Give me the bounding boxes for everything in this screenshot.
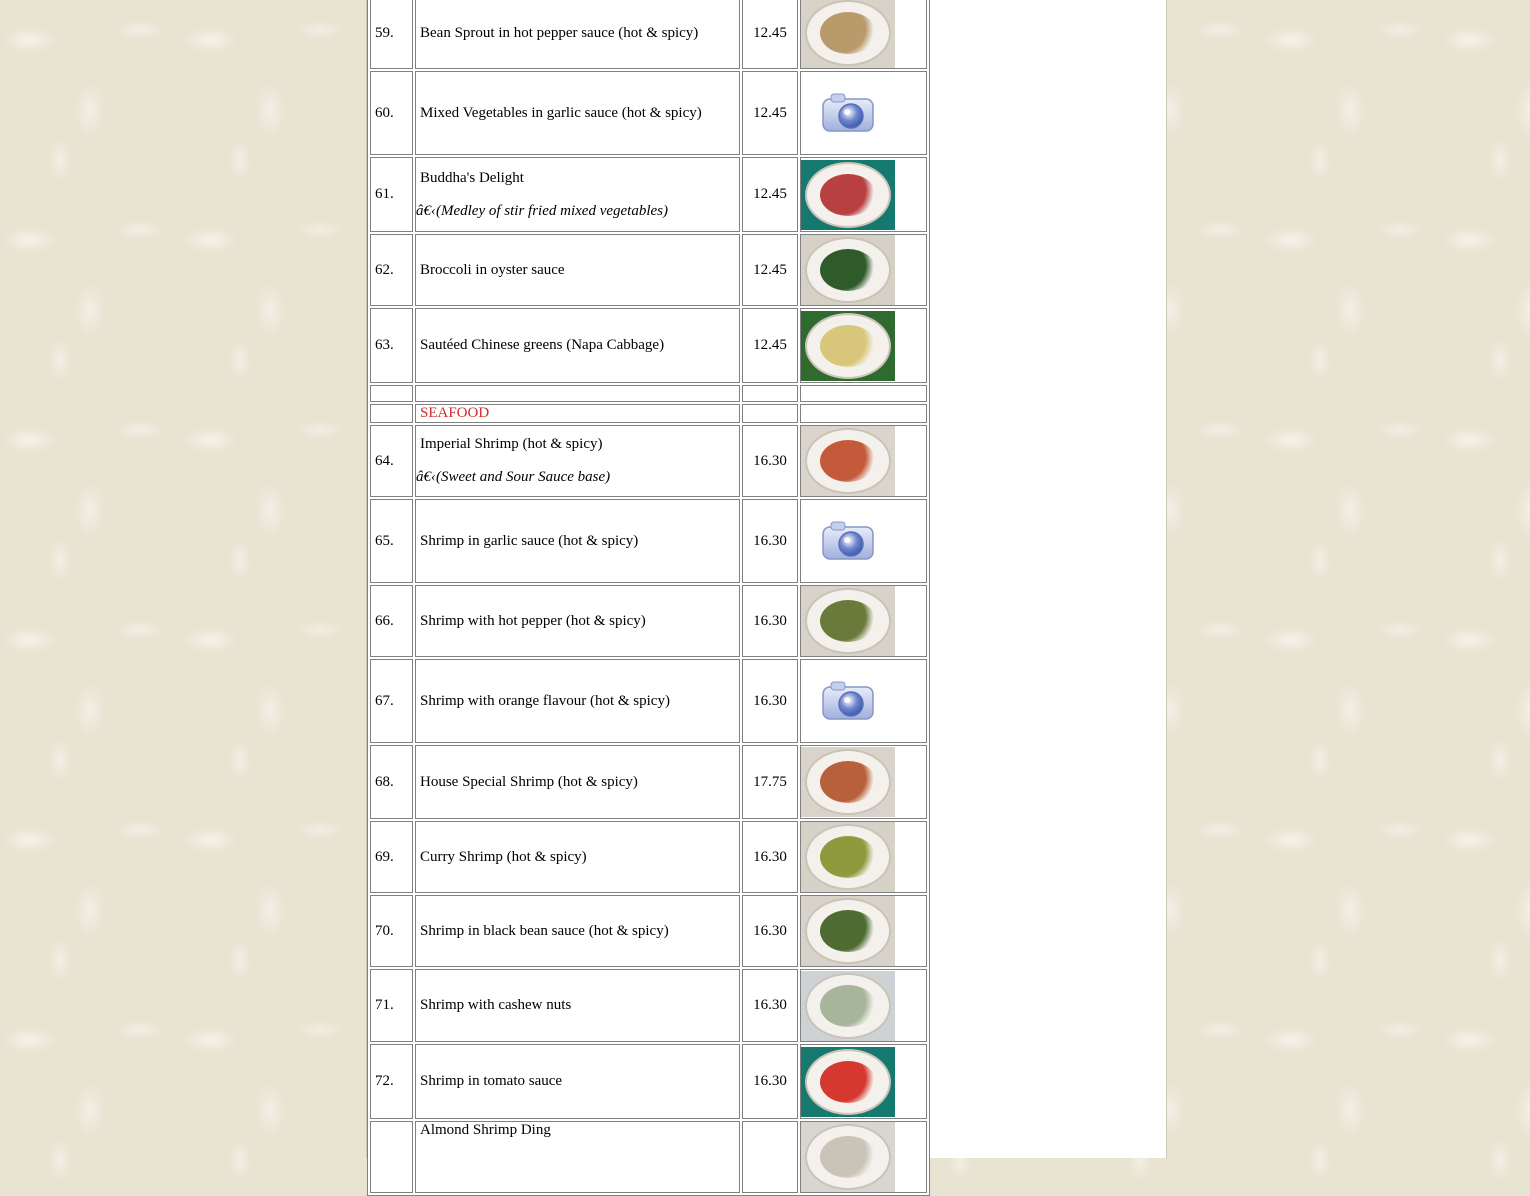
- dish-photo[interactable]: [801, 1122, 895, 1192]
- item-name: Shrimp in garlic sauce (hot & spicy): [420, 532, 639, 549]
- dish-photo[interactable]: [801, 311, 895, 381]
- food-graphic: [820, 761, 876, 803]
- menu-row: [370, 821, 927, 893]
- item-number: 72.: [370, 1044, 413, 1119]
- item-price: 12.45: [742, 0, 798, 69]
- item-name-cell: [415, 821, 740, 893]
- item-photo-cell: [800, 585, 927, 657]
- item-photo-cell: [800, 659, 927, 743]
- item-photo-cell: [800, 308, 927, 383]
- food-graphic: [820, 249, 876, 291]
- food-graphic: [820, 1061, 876, 1103]
- item-name: Shrimp with cashew nuts: [420, 997, 572, 1013]
- item-price: 12.45: [742, 157, 798, 232]
- menu-table: [367, 0, 930, 1196]
- food-graphic: [820, 600, 876, 642]
- item-price: 16.30: [742, 895, 798, 967]
- empty-cell: [800, 385, 927, 402]
- empty-cell: [415, 385, 740, 402]
- item-name: Mixed Vegetables in garlic sauce (hot & spicy): [420, 104, 702, 121]
- item-name-cell: [415, 157, 740, 232]
- food-graphic: [820, 325, 876, 367]
- menu-row: [370, 1044, 927, 1119]
- empty-cell: [742, 385, 798, 402]
- item-photo-cell: [800, 425, 927, 497]
- dish-photo[interactable]: [801, 235, 895, 305]
- menu-row: [370, 585, 927, 657]
- dish-photo[interactable]: [801, 160, 895, 230]
- item-number: 70.: [370, 895, 413, 967]
- item-name: Almond Shrimp Ding: [420, 1122, 551, 1138]
- item-name: Shrimp with orange flavour (hot & spicy): [420, 692, 670, 709]
- item-name: Bean Sprout in hot pepper sauce (hot & spicy): [420, 24, 699, 41]
- item-name: House Special Shrimp (hot & spicy): [420, 773, 638, 790]
- item-number: 59.: [370, 0, 413, 69]
- item-number: 61.: [370, 157, 413, 232]
- item-photo-cell: [800, 895, 927, 967]
- menu-row: [370, 157, 927, 232]
- item-name: Sautéed Chinese greens (Napa Cabbage): [420, 337, 665, 353]
- item-name-cell: [415, 1121, 740, 1193]
- item-name-cell: [415, 969, 740, 1042]
- spacer-row: [370, 385, 927, 402]
- food-graphic: [820, 1136, 876, 1178]
- item-price: 16.30: [742, 821, 798, 893]
- item-name-cell: [415, 308, 740, 383]
- item-number: 71.: [370, 969, 413, 1042]
- menu-row: [370, 499, 927, 583]
- item-photo-cell: [800, 499, 927, 583]
- item-name: Broccoli in oyster sauce: [420, 261, 565, 278]
- menu-row: [370, 1121, 927, 1193]
- item-price: 16.30: [742, 969, 798, 1042]
- item-name-cell: [415, 234, 740, 306]
- food-graphic: [820, 985, 876, 1027]
- food-graphic: [820, 836, 876, 878]
- section-title: SEAFOOD: [420, 405, 490, 421]
- section-header-cell: [415, 404, 740, 423]
- dish-photo[interactable]: [801, 1047, 895, 1117]
- item-number: 63.: [370, 308, 413, 383]
- dish-photo[interactable]: [801, 822, 895, 892]
- item-price: 16.30: [742, 659, 798, 743]
- item-name-cell: [415, 585, 740, 657]
- item-name-cell: [415, 895, 740, 967]
- item-number: 67.: [370, 659, 413, 743]
- item-photo-cell: [800, 1044, 927, 1119]
- food-graphic: [820, 440, 876, 482]
- item-number: 68.: [370, 745, 413, 819]
- item-name-cell: [415, 425, 740, 497]
- item-photo-cell: [800, 71, 927, 155]
- item-name-cell: [415, 499, 740, 583]
- food-graphic: [820, 910, 876, 952]
- camera-icon[interactable]: [819, 517, 879, 565]
- section-header-row: [370, 404, 927, 423]
- item-name-cell: [415, 1044, 740, 1119]
- item-price: 16.30: [742, 425, 798, 497]
- item-description: â€‹(Sweet and Sour Sauce base): [416, 469, 611, 485]
- item-photo-cell: [800, 234, 927, 306]
- item-number: [370, 1121, 413, 1193]
- item-name-cell: [415, 0, 740, 69]
- item-photo-cell: [800, 969, 927, 1042]
- dish-photo[interactable]: [801, 747, 895, 817]
- menu-row: [370, 308, 927, 383]
- camera-icon[interactable]: [819, 677, 879, 725]
- empty-cell: [370, 404, 413, 423]
- item-description: â€‹(Medley of stir fried mixed vegetables): [416, 202, 668, 219]
- dish-photo[interactable]: [801, 971, 895, 1041]
- item-photo-cell: [800, 745, 927, 819]
- item-price: 17.75: [742, 745, 798, 819]
- item-name-cell: [415, 659, 740, 743]
- menu-row: [370, 895, 927, 967]
- item-name-cell: [415, 745, 740, 819]
- empty-cell: [800, 404, 927, 423]
- camera-icon[interactable]: [819, 89, 879, 137]
- item-number: 69.: [370, 821, 413, 893]
- item-name: Buddha's Delight: [420, 169, 524, 186]
- item-price: 16.30: [742, 499, 798, 583]
- menu-row: [370, 969, 927, 1042]
- item-number: 62.: [370, 234, 413, 306]
- menu-row: [370, 659, 927, 743]
- dish-photo[interactable]: [801, 896, 895, 966]
- item-price: 12.45: [742, 308, 798, 383]
- empty-cell: [742, 404, 798, 423]
- item-price: 16.30: [742, 585, 798, 657]
- item-number: 64.: [370, 425, 413, 497]
- dish-photo[interactable]: [801, 0, 895, 68]
- menu-row: [370, 234, 927, 306]
- item-name-cell: [415, 71, 740, 155]
- menu-row: [370, 425, 927, 497]
- item-name: Imperial Shrimp (hot & spicy): [420, 436, 603, 452]
- item-price: [742, 1121, 798, 1193]
- food-graphic: [820, 174, 876, 216]
- item-number: 66.: [370, 585, 413, 657]
- menu-row: [370, 745, 927, 819]
- food-graphic: [820, 12, 876, 54]
- menu-row: [370, 71, 927, 155]
- item-photo-cell: [800, 157, 927, 232]
- item-photo-cell: [800, 1121, 927, 1193]
- item-price: 12.45: [742, 234, 798, 306]
- item-photo-cell: [800, 0, 927, 69]
- item-number: 65.: [370, 499, 413, 583]
- menu-row: [370, 0, 927, 69]
- item-name: Shrimp in black bean sauce (hot & spicy): [420, 922, 669, 939]
- item-name: Curry Shrimp (hot & spicy): [420, 848, 587, 865]
- dish-photo[interactable]: [801, 586, 895, 656]
- item-photo-cell: [800, 821, 927, 893]
- item-price: 12.45: [742, 71, 798, 155]
- item-name: Shrimp in tomato sauce: [420, 1073, 563, 1089]
- dish-photo[interactable]: [801, 426, 895, 496]
- item-name: Shrimp with hot pepper (hot & spicy): [420, 612, 646, 629]
- item-price: 16.30: [742, 1044, 798, 1119]
- empty-cell: [370, 385, 413, 402]
- item-number: 60.: [370, 71, 413, 155]
